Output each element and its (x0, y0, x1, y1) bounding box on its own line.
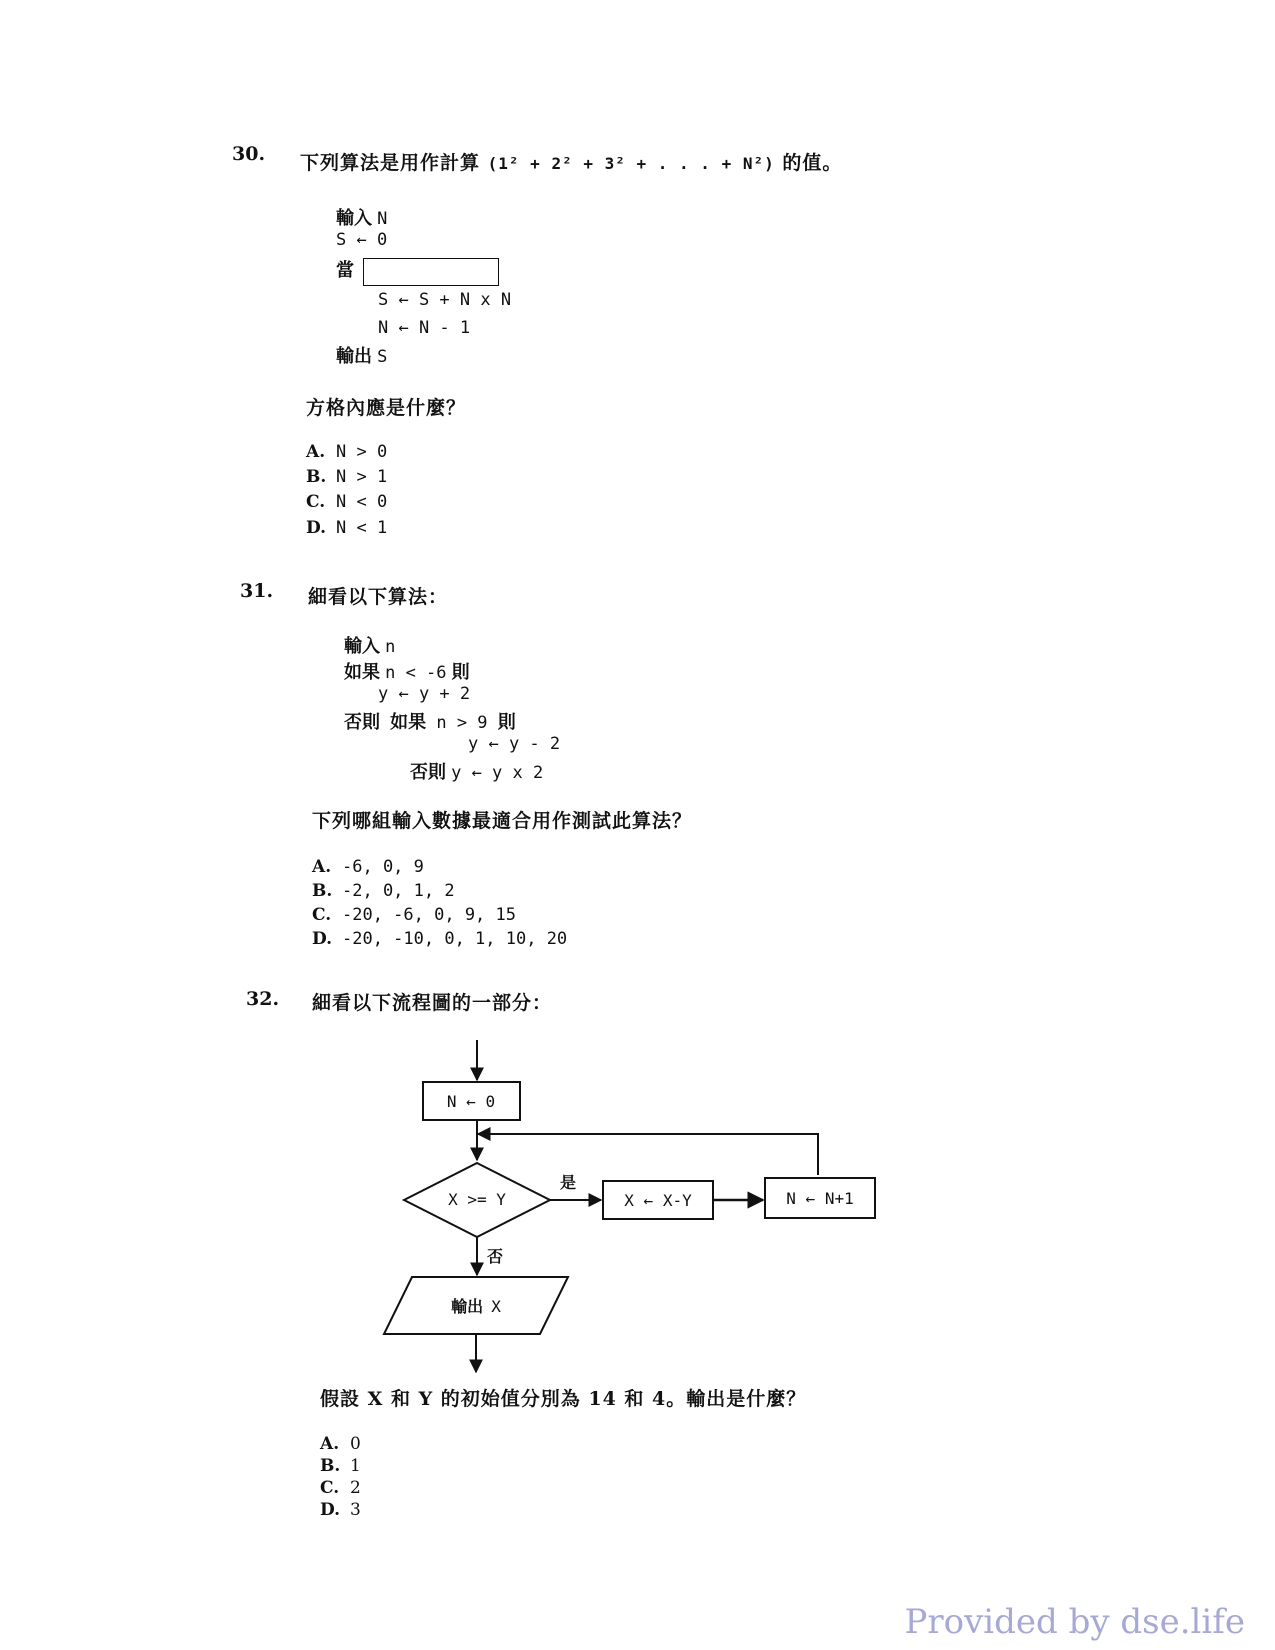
q31-number: 31. (240, 580, 274, 602)
option-text: -20, -6, 0, 9, 15 (342, 905, 516, 925)
q32-stem: 細看以下流程圖的一部分： (312, 992, 553, 1014)
q30-algo-line5: N ← N - 1 (378, 318, 471, 338)
q31-algo-line5: y ← y - 2 (468, 734, 561, 754)
q31-input-var: n (385, 637, 396, 657)
option-letter: A. (306, 442, 326, 462)
q30-input-keyword: 輸入 (336, 208, 372, 229)
q31-stem: 細看以下算法： (308, 586, 449, 608)
option-letter: C. (320, 1478, 340, 1498)
option-text: N > 1 (336, 467, 388, 487)
q30-stem-prefix: 下列算法是用作計算 (300, 152, 481, 174)
q31-elseif-condition: n > 9 (436, 713, 488, 733)
option-letter: C. (306, 492, 326, 512)
q31-question: 下列哪組輸入數據最適合用作測試此算法？ (312, 810, 693, 832)
q30-output-var: S (377, 347, 388, 367)
q30-algo-line4: S ← S + N x N (378, 290, 512, 310)
q30-output-keyword: 輸出 (336, 346, 372, 367)
q31-elseif-then-keyword: 則 (497, 712, 516, 733)
q32-option-b (320, 1456, 361, 1476)
q32-option-a (320, 1434, 361, 1454)
option-letter: D. (306, 518, 327, 538)
q31-inner-else-statement: y ← y x 2 (451, 763, 544, 783)
option-letter: A. (320, 1434, 340, 1454)
flow-no-label: 否 (487, 1247, 504, 1266)
q31-if-condition: n < -6 (385, 663, 447, 683)
q30-algo-line2: S ← 0 (336, 230, 388, 250)
q31-inner-else-keyword: 否則 (410, 762, 446, 783)
q32-option-d (320, 1500, 361, 1520)
option-text: 2 (350, 1478, 361, 1498)
option-text: 3 (350, 1500, 361, 1520)
option-text: 1 (350, 1456, 361, 1476)
flow-init-label: N ← 0 (446, 1092, 496, 1111)
q31-algo-line3: y ← y + 2 (378, 684, 471, 704)
flow-step2-label: N ← N+1 (786, 1189, 854, 1208)
q30-stem-formula: (1² + 2² + 3² + . . . + N²) (487, 154, 775, 173)
flow-yes-label: 是 (560, 1173, 577, 1192)
q30-input-var: N (377, 209, 388, 229)
q30-number: 30. (232, 143, 266, 165)
flow-output-keyword: 輸出 (451, 1297, 484, 1316)
option-letter: B. (312, 881, 333, 901)
option-text: N < 1 (336, 518, 388, 538)
option-text: N > 0 (336, 442, 388, 462)
flow-step1-label: X ← X-Y (624, 1191, 692, 1210)
q31-else-keyword: 否則 (344, 712, 380, 733)
option-letter: B. (306, 467, 327, 487)
option-letter: B. (320, 1456, 341, 1476)
option-text: -6, 0, 9 (342, 857, 424, 877)
option-letter: A. (312, 857, 332, 877)
flow-output-label (451, 1297, 501, 1316)
footer-watermark: Provided by dse.life (904, 1602, 1245, 1642)
option-letter: C. (312, 905, 332, 925)
q30-stem-suffix: 的值。 (782, 152, 843, 174)
option-text: N < 0 (336, 492, 388, 512)
flow-decision-label: X >= Y (448, 1190, 506, 1209)
q31-elseif-keyword: 如果 (390, 712, 427, 733)
q30-while-keyword: 當 (336, 260, 354, 281)
option-text: 0 (350, 1434, 361, 1454)
q32-number: 32. (246, 988, 280, 1010)
q32-question: 假設 X 和 Y 的初始值分別為 14 和 4。輸出是什麼？ (320, 1388, 807, 1410)
q31-then-keyword: 則 (451, 662, 470, 683)
option-text: -20, -10, 0, 1, 10, 20 (342, 929, 568, 949)
q30-question: 方格內應是什麼？ (306, 397, 467, 419)
flow-output-var: X (491, 1297, 501, 1316)
flow-arrow-loop-back (478, 1134, 818, 1175)
q31-input-keyword: 輸入 (344, 636, 380, 657)
q31-if-keyword: 如果 (344, 662, 380, 683)
option-letter: D. (320, 1500, 341, 1520)
q32-option-c (320, 1478, 361, 1498)
option-text: -2, 0, 1, 2 (342, 881, 455, 901)
option-letter: D. (312, 929, 333, 949)
